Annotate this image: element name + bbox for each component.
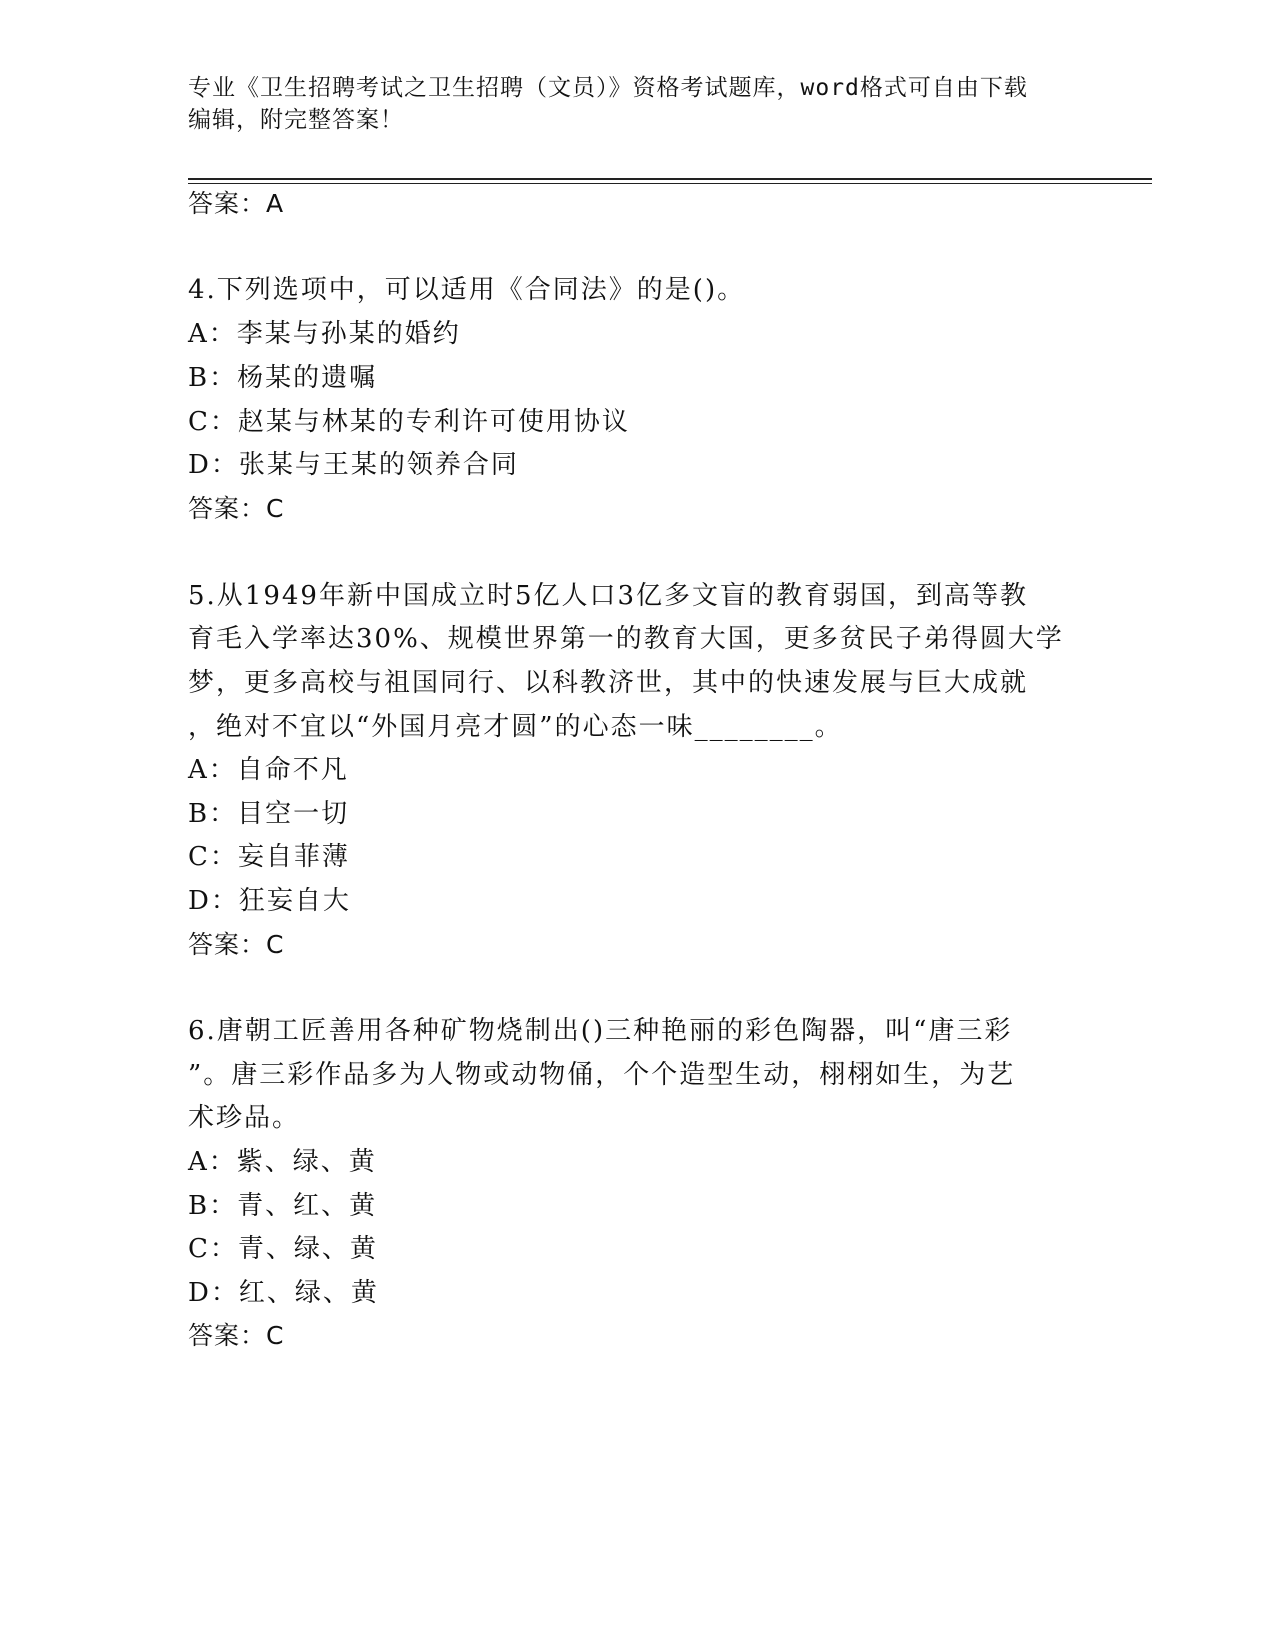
header-line-1: 专业《卫生招聘考试之卫生招聘（文员）》资格考试题库，word格式可自由下载 [188,75,1028,101]
question-4-option-c: C：赵某与林某的专利许可使用协议 [188,407,630,437]
question-6-option-b: B：青、红、黄 [188,1191,378,1221]
question-5-stem-line-2: 育毛入学率达30%、规模世界第一的教育大国，更多贫民子弟得圆大学 [188,624,1064,654]
question-6-stem-line-1: 6.唐朝工匠善用各种矿物烧制出()三种艳丽的彩色陶器，叫“唐三彩 [188,1016,1013,1046]
question-5-option-b: B：目空一切 [188,799,350,829]
question-5-stem-line-3: 梦，更多高校与祖国同行、以科教济世，其中的快速发展与巨大成就 [188,668,1029,698]
question-4-option-a: A：李某与孙某的婚约 [188,319,461,349]
header-divider-thin [188,183,1152,184]
question-5-stem-line-1: 5.从1949年新中国成立时5亿人口3亿多文盲的教育弱国，到高等教 [188,581,1029,611]
document-header [188,72,1068,136]
question-6-option-a: A：紫、绿、黄 [188,1147,377,1177]
question-5-option-a: A：自命不凡 [188,755,349,785]
question-5-option-d: D：狂妄自大 [188,886,351,916]
question-6-option-d: D：红、绿、黄 [188,1278,379,1308]
question-5-answer: 答案：C [188,930,285,959]
question-5-stem-line-4: ，绝对不宜以“外国月亮才圆”的心态一味________。 [188,712,843,742]
question-6-option-c: C：青、绿、黄 [188,1234,378,1264]
header-divider-thick [188,178,1152,180]
question-4-option-b: B：杨某的遗嘱 [188,363,378,393]
question-4-stem: 4.下列选项中，可以适用《合同法》的是()。 [188,275,746,305]
header-line-2: 编辑，附完整答案！ [188,107,404,133]
question-4-option-d: D：张某与王某的领养合同 [188,450,519,480]
previous-answer: 答案：A [188,189,285,218]
question-6-stem-line-3: 术珍品。 [188,1103,301,1133]
question-6-answer: 答案：C [188,1321,285,1350]
question-6-stem-line-2: ”。唐三彩作品多为人物或动物俑，个个造型生动，栩栩如生，为艺 [188,1060,1016,1090]
question-5-option-c: C：妄自菲薄 [188,842,350,872]
question-4-answer: 答案：C [188,494,285,523]
